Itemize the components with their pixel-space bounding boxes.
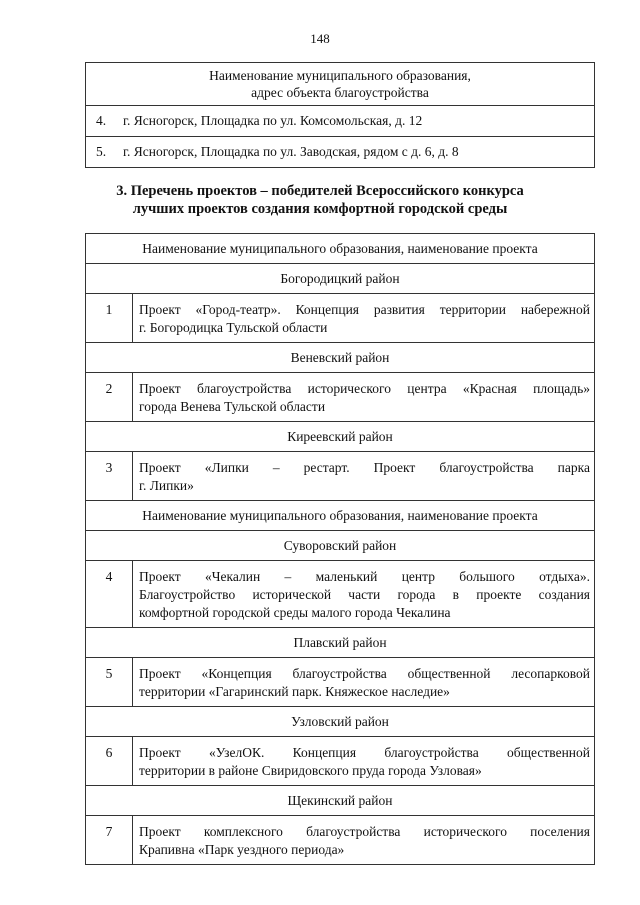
section-heading-line: лучших проектов создания комфортной городской среды bbox=[132, 201, 508, 217]
district-row: Щекинский район bbox=[86, 786, 595, 816]
project-number: 1 bbox=[86, 294, 133, 343]
project-text-line: Проект комплексного благоустройства исторического поселения bbox=[139, 824, 590, 839]
table-row bbox=[86, 137, 595, 168]
project-description bbox=[133, 561, 595, 628]
row-text: г. Ясногорск, Площадка по ул. Комсомольская, д. 12 bbox=[123, 113, 423, 128]
project-number: 3 bbox=[86, 452, 133, 501]
project-description bbox=[133, 737, 595, 786]
header-line: адрес объекта благоустройства bbox=[251, 85, 429, 100]
project-description bbox=[133, 294, 595, 343]
project-number: 6 bbox=[86, 737, 133, 786]
project-text-line: Проект «Липки – рестарт. Проект благоустройства парка bbox=[139, 460, 590, 475]
district-row: Узловский район bbox=[86, 707, 595, 737]
row-number: 4. bbox=[96, 113, 107, 128]
district-row: Плавский район bbox=[86, 628, 595, 658]
project-number: 5 bbox=[86, 658, 133, 707]
objects-table bbox=[85, 62, 595, 168]
project-text-line: Крапивна «Парк уездного периода» bbox=[139, 842, 345, 857]
project-row bbox=[86, 373, 595, 422]
project-text-line: Проект «Чекалин – маленький центр большого отдыха». bbox=[139, 569, 590, 584]
project-row bbox=[86, 294, 595, 343]
projects-table bbox=[85, 233, 595, 865]
section-heading bbox=[0, 182, 640, 218]
project-row bbox=[86, 816, 595, 865]
project-text-line: Проект благоустройства исторического центра «Красная площадь» bbox=[139, 381, 590, 396]
project-description bbox=[133, 452, 595, 501]
project-description bbox=[133, 373, 595, 422]
objects-table-header bbox=[86, 63, 595, 106]
header-line: Наименование муниципального образования, bbox=[209, 68, 471, 83]
project-number: 4 bbox=[86, 561, 133, 628]
project-row bbox=[86, 561, 595, 628]
projects-table-header-repeat: Наименование муниципального образования, наименование проекта bbox=[86, 501, 595, 531]
project-text-line: города Венева Тульской области bbox=[139, 399, 326, 414]
project-number: 2 bbox=[86, 373, 133, 422]
district-row: Суворовский район bbox=[86, 531, 595, 561]
projects-table-header: Наименование муниципального образования, наименование проекта bbox=[86, 234, 595, 264]
project-row bbox=[86, 452, 595, 501]
project-row bbox=[86, 737, 595, 786]
project-text-line: Проект «Концепция благоустройства общественной лесопарковой bbox=[139, 666, 590, 681]
district-row: Киреевский район bbox=[86, 422, 595, 452]
project-text-line: Проект «УзелОК. Концепция благоустройства общественной bbox=[139, 745, 590, 760]
project-text-line: территории «Гагаринский парк. Княжеское наследие» bbox=[139, 684, 450, 699]
project-row bbox=[86, 658, 595, 707]
table-row bbox=[86, 106, 595, 137]
row-text: г. Ясногорск, Площадка по ул. Заводская, рядом с д. 6, д. 8 bbox=[123, 144, 459, 159]
project-number: 7 bbox=[86, 816, 133, 865]
district-row: Богородицкий район bbox=[86, 264, 595, 294]
project-text-line: г. Богородицка Тульской области bbox=[139, 320, 328, 335]
project-description bbox=[133, 658, 595, 707]
section-heading-line: 3. Перечень проектов – победителей Всероссийского конкурса bbox=[116, 183, 524, 199]
project-description bbox=[133, 816, 595, 865]
row-number: 5. bbox=[96, 144, 107, 159]
district-row: Веневский район bbox=[86, 343, 595, 373]
project-text-line: комфортной городской среды малого города Чекалина bbox=[139, 605, 451, 620]
page-number: 148 bbox=[310, 31, 330, 46]
project-text-line: Проект «Город-театр». Концепция развития территории набережной bbox=[139, 302, 590, 317]
project-text-line: территории в районе Свиридовского пруда города Узловая» bbox=[139, 763, 482, 778]
project-text-line: Благоустройство исторической части города в проекте создания bbox=[139, 587, 590, 602]
project-text-line: г. Липки» bbox=[139, 478, 194, 493]
